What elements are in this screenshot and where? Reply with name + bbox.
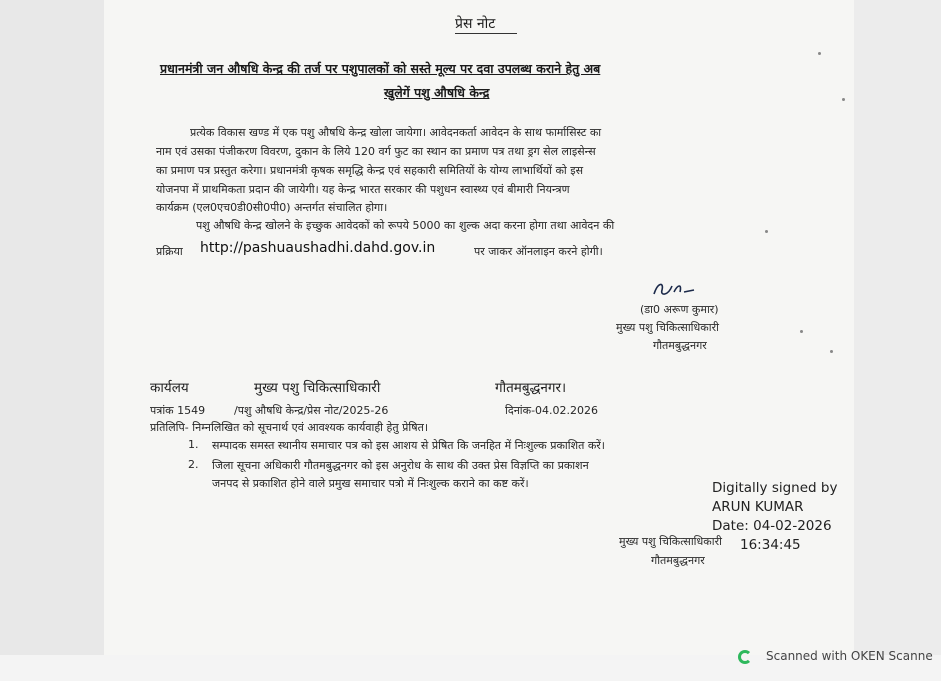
digital-signature-name: ARUN KUMAR bbox=[712, 499, 804, 515]
copy-item-1-text: सम्पादक समस्त स्थानीय समाचार पत्र को इस आशय से प्रेषित कि जनहित में निःशुल्क प्रकाशित करें। bbox=[212, 439, 605, 452]
body-line-5: कार्यक्रम (एल0एच0डी0सी0पी0) अन्तर्गत संचालित होगा। bbox=[156, 201, 388, 214]
signatory-name: (डा0 अरूण कुमार) bbox=[640, 303, 719, 316]
body-line-2: नाम एवं उसका पंजीकरण विवरण, दुकान के लिये 120 वर्ग फुट का स्थान का प्रमाण पत्र तथा ड्रग सेल लाइसेन्स bbox=[156, 145, 596, 158]
copy-to-line: प्रतिलिपि- निम्नलिखित को सूचनार्थ एवं आवश्यक कार्यवाही हेतु प्रेषित। bbox=[150, 421, 429, 434]
headline-line-2: खुलेगें पशु औषधि केन्द्र bbox=[384, 85, 490, 100]
office-label: कार्यलय bbox=[150, 380, 189, 396]
portal-url[interactable]: http://pashuaushadhi.dahd.gov.in bbox=[200, 240, 436, 256]
page-title: प्रेस नोट bbox=[455, 16, 496, 32]
office-place: गौतमबुद्धनगर। bbox=[495, 380, 567, 396]
body-line-1: प्रत्येक विकास खण्ड में एक पशु औषधि केन्द्र खोला जायेगा। आवेदनकर्ता आवेदन के साथ फार्मासिस्ट का bbox=[190, 126, 602, 139]
handwritten-initials-icon bbox=[650, 278, 700, 300]
title-underline bbox=[455, 33, 517, 34]
digital-signature-line-1: Digitally signed by bbox=[712, 480, 838, 496]
scanner-watermark: Scanned with OKEN Scanne bbox=[766, 649, 933, 663]
background-right bbox=[850, 0, 941, 660]
office-officer: मुख्य पशु चिकित्साधिकारी bbox=[254, 380, 381, 396]
scan-speck bbox=[800, 330, 803, 333]
digital-signature-time: 16:34:45 bbox=[740, 537, 801, 553]
body-line-4: योजनपा में प्राथमिकता प्रदान की जायेगी। यह केन्द्र भारत सरकार की पशुधन स्वास्थ्य एवं बीमारी नियन्त्रण bbox=[156, 183, 570, 196]
process-suffix: पर जाकर ऑनलाइन करने होगी। bbox=[474, 245, 603, 258]
copy-item-2-text-cont: जनपद से प्रकाशित होने वाले प्रमुख समाचार पत्रो में निःशुल्क कराने का कष्ट करें। bbox=[212, 477, 529, 490]
oken-scanner-logo-icon bbox=[738, 650, 752, 664]
headline-line-1: प्रधानमंत्री जन औषधि केन्द्र की तर्ज पर पशुपालकों को सस्ते मूल्य पर दवा उपलब्ध कराने हेतु अब bbox=[160, 61, 601, 76]
footer-officer-place: गौतमबुद्धनगर bbox=[651, 554, 705, 567]
copy-item-2-number: 2. bbox=[188, 458, 199, 471]
letter-number: पत्रांक 1549 bbox=[150, 404, 206, 417]
background-left bbox=[0, 0, 110, 660]
copy-item-1-number: 1. bbox=[188, 438, 199, 451]
scan-speck bbox=[765, 230, 768, 233]
signatory-place: गौतमबुद्धनगर bbox=[653, 339, 707, 352]
footer-officer-title: मुख्य पशु चिकित्साधिकारी bbox=[619, 535, 722, 548]
digital-signature-date: Date: 04-02-2026 bbox=[712, 518, 832, 534]
scan-speck bbox=[830, 350, 833, 353]
process-prefix: प्रक्रिया bbox=[156, 245, 183, 258]
letter-reference: /पशु औषधि केन्द्र/प्रेस नोट/2025-26 bbox=[234, 404, 389, 417]
signatory-title: मुख्य पशु चिकित्साधिकारी bbox=[616, 321, 719, 334]
scan-speck bbox=[818, 52, 821, 55]
copy-item-2-text: जिला सूचना अधिकारी गौतमबुद्धनगर को इस अनुरोध के साथ की उक्त प्रेस विज्ञप्ति का प्रकाशन bbox=[212, 459, 589, 472]
body-line-6: पशु औषधि केन्द्र खोलने के इच्छुक आवेदकों को रूपये 5000 का शुल्क अदा करना होगा तथा आवेदन की bbox=[196, 219, 615, 232]
letter-date: दिनांक-04.02.2026 bbox=[505, 404, 599, 417]
scan-speck bbox=[842, 98, 845, 101]
body-line-3: का प्रमाण पत्र प्रस्तुत करेगा। प्रधानमंत्री कृषक समृद्धि केन्द्र एवं सहकारी समितियों के योग्य लाभार्थियों को इस bbox=[156, 164, 584, 177]
